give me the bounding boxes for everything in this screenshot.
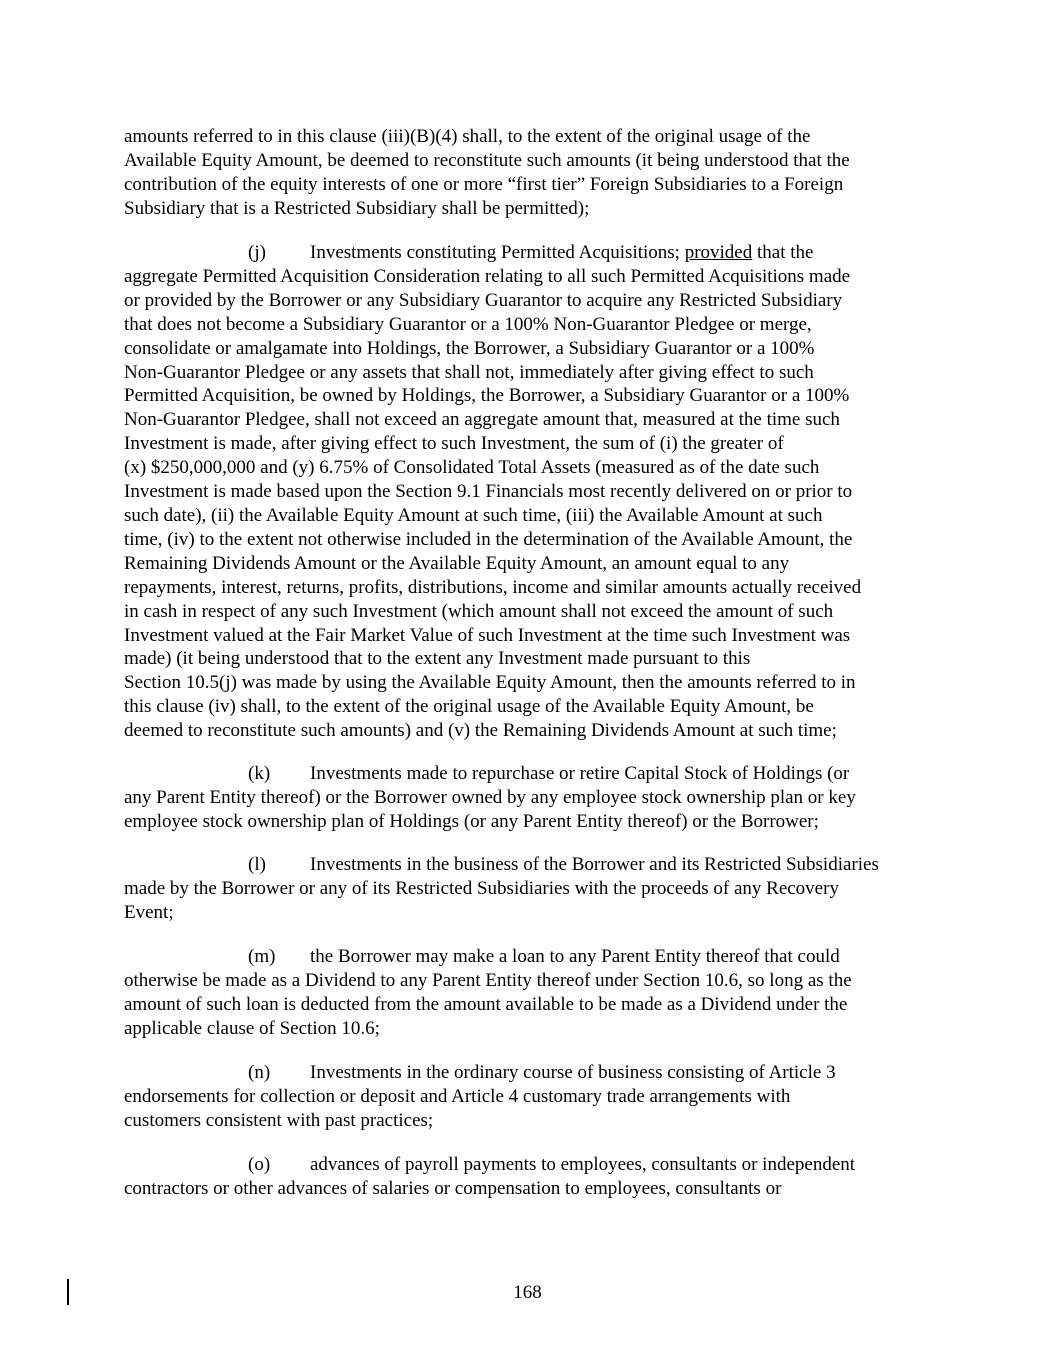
clause-first-line [124,1061,934,1085]
clause-text: Investments in the business of the Borrower and its Restricted Subsidiaries [310,854,879,875]
clause-n [124,1061,934,1133]
text-line: Permitted Acquisition, be owned by Holdings, the Borrower, a Subsidiary Guarantor or a 100% [124,385,850,407]
text-line: customers consistent with past practices; [124,1109,434,1131]
clause-text: Investments constituting Permitted Acquisitions; [310,242,680,263]
text-line: aggregate Permitted Acquisition Consideration relating to all such Permitted Acquisitions made [124,265,851,287]
clause-text: advances of payroll payments to employees, consultants or independent [310,1154,856,1175]
clause-l [124,853,934,925]
clause-label: (l) [248,854,266,875]
text-line: deemed to reconstitute such amounts) and (v) the Remaining Dividends Amount at such time; [124,720,837,742]
clause-first-line [124,945,934,969]
clause-label: (o) [248,1154,271,1175]
clause-first-line [124,241,934,265]
text-line: made) (it being understood that to the extent any Investment made pursuant to this [124,648,751,670]
clause-text: the Borrower may make a loan to any Parent Entity thereof that could [310,946,840,967]
text-line: that does not become a Subsidiary Guarantor or a 100% Non-Guarantor Pledgee or merge, [124,313,812,335]
text-line: (x) $250,000,000 and (y) 6.75% of Consolidated Total Assets (measured as of the date such [124,457,820,479]
clause-text: Investments in the ordinary course of business consisting of Article 3 [310,1062,836,1083]
text-line: Remaining Dividends Amount or the Available Equity Amount, an amount equal to any [124,552,790,574]
text-line: any Parent Entity thereof) or the Borrower owned by any employee stock ownership plan or key [124,786,856,808]
clause-first-line [124,853,934,877]
clause-first-line [124,762,934,786]
clause-o [124,1153,934,1201]
text-line: otherwise be made as a Dividend to any Parent Entity thereof under Section 10.6, so long as the [124,969,852,991]
clause-label: (j) [248,242,266,263]
text-line: applicable clause of Section 10.6; [124,1017,380,1039]
text-line: this clause (iv) shall, to the extent of the original usage of the Available Equity Amount, be [124,696,814,718]
text-line: contractors or other advances of salaries or compensation to employees, consultants or [124,1177,782,1199]
text-line: Available Equity Amount, be deemed to reconstitute such amounts (it being understood that the [124,149,850,171]
clause-label: (k) [248,763,271,784]
underlined-term: provided [684,242,753,263]
text-line: contribution of the equity interests of one or more “first tier” Foreign Subsidiaries to a Foreign [124,173,844,195]
text-line: Investment is made based upon the Section 9.1 Financials most recently delivered on or prior to [124,481,853,503]
page-number: 168 [513,1282,542,1303]
text-line: repayments, interest, returns, profits, distributions, income and similar amounts actually received [124,576,862,598]
text-line: Event; [124,901,174,923]
text-line: endorsements for collection or deposit and Article 4 customary trade arrangements with [124,1085,791,1107]
text-line: in cash in respect of any such Investment (which amount shall not exceed the amount of such [124,600,834,622]
text-line: such date), (ii) the Available Equity Amount at such time, (iii) the Available Amount at such [124,504,823,526]
clause-j [124,241,934,743]
text-line: Subsidiary that is a Restricted Subsidiary shall be permitted); [124,197,590,219]
clause-first-line [124,1153,934,1177]
text-line: amounts referred to in this clause (iii)(B)(4) shall, to the extent of the original usage of the [124,126,811,147]
clause-text: that the [757,242,814,263]
text-line: or provided by the Borrower or any Subsidiary Guarantor to acquire any Restricted Subsidiary [124,289,843,311]
clause-text: Investments made to repurchase or retire Capital Stock of Holdings (or [310,763,850,784]
text-line: made by the Borrower or any of its Restricted Subsidiaries with the proceeds of any Recovery [124,877,839,899]
text-line: amount of such loan is deducted from the amount available to be made as a Dividend under the [124,993,848,1015]
paragraph-continued [124,125,934,221]
text-line: Non-Guarantor Pledgee, shall not exceed an aggregate amount that, measured at the time such [124,409,840,431]
clause-k [124,762,934,834]
text-line: Investment valued at the Fair Market Value of such Investment at the time such Investment was [124,624,851,646]
clause-label: (m) [248,946,276,967]
clause-m [124,945,934,1041]
text-line: Section 10.5(j) was made by using the Available Equity Amount, then the amounts referred to in [124,672,856,694]
text-line: consolidate or amalgamate into Holdings, the Borrower, a Subsidiary Guarantor or a 100% [124,337,815,359]
text-line: Investment is made, after giving effect to such Investment, the sum of (i) the greater of [124,433,784,455]
text-line: time, (iv) to the extent not otherwise included in the determination of the Available Amount, the [124,528,853,550]
clause-label: (n) [248,1062,271,1083]
text-line: Non-Guarantor Pledgee or any assets that shall not, immediately after giving effect to such [124,361,814,383]
text-line: employee stock ownership plan of Holdings (or any Parent Entity thereof) or the Borrower; [124,810,819,832]
